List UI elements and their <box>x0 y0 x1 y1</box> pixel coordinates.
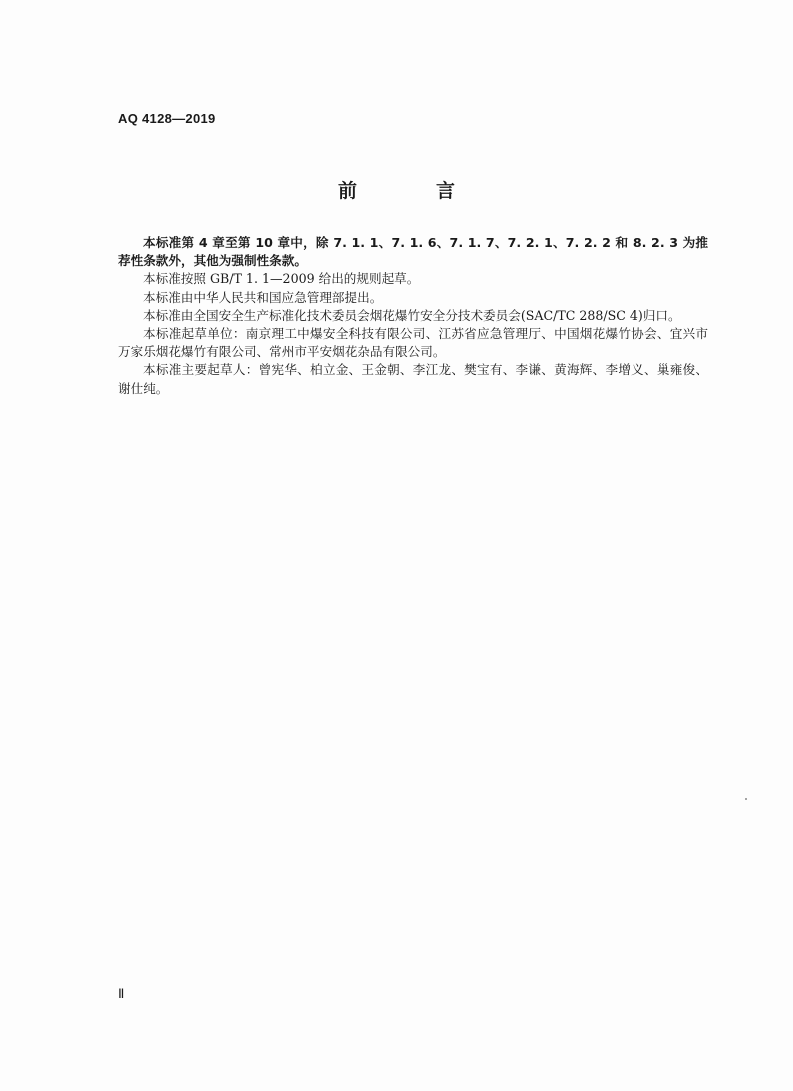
page-title: 前 言 <box>337 180 485 202</box>
paragraph-technical-committee: 本标准由全国安全生产标准化技术委员会烟花爆竹安全分技术委员会(SAC/TC 288/SC 4)归口。 <box>143 307 681 323</box>
foreword-body <box>118 234 708 398</box>
paragraph-drafting-units: 本标准起草单位：南京理工中爆安全科技有限公司、江苏省应急管理厅、中国烟花爆竹协会、宜兴市万家乐烟花爆竹有限公司、常州市平安烟花杂品有限公司。 <box>118 326 708 360</box>
page-number: Ⅱ <box>118 986 125 1001</box>
paragraph-mandatory-clauses: 本标准第 4 章至第 10 章中，除 7. 1. 1、7. 1. 6、7. 1. 7、7. 2. 1、7. 2. 2 和 8. 2. 3 为推荐性条款外，其他为强制性条款。 <box>118 235 708 269</box>
paragraph-drafting-rules: 本标准按照 GB/T 1. 1—2009 给出的规则起草。 <box>143 271 420 287</box>
standard-code: AQ 4128—2019 <box>118 111 216 126</box>
paragraph-drafters: 本标准主要起草人：曾宪华、柏立金、王金朝、李江龙、樊宝有、李谦、黄海辉、李增义、巢雍俊、谢仕纯。 <box>118 362 708 396</box>
scan-speck <box>745 798 747 800</box>
paragraph-proposer: 本标准由中华人民共和国应急管理部提出。 <box>143 289 383 305</box>
